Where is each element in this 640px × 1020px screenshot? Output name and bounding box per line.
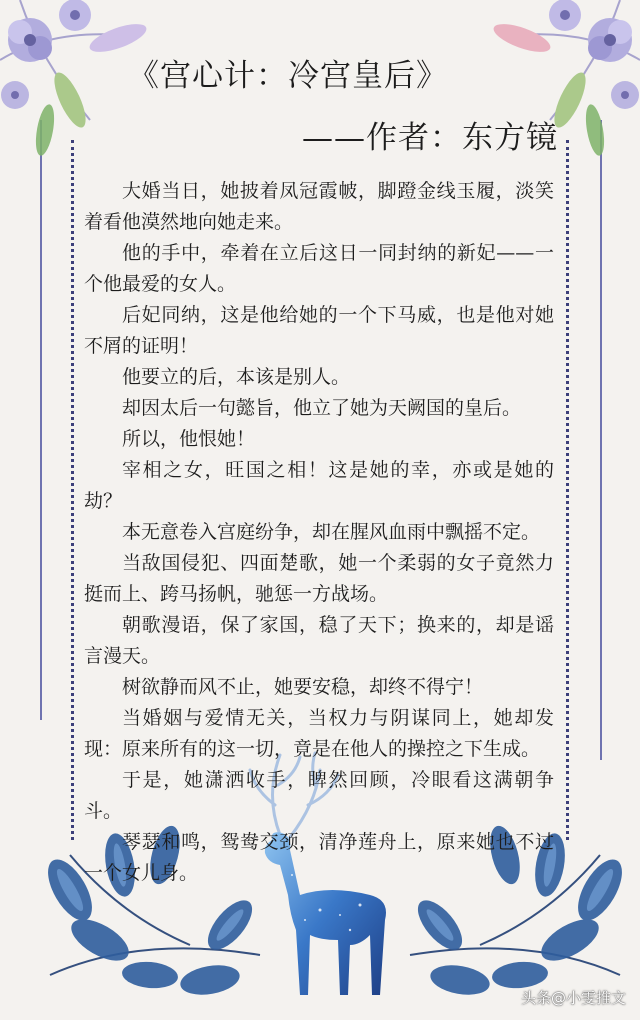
- author-line: ——作者：东方镜: [302, 120, 558, 156]
- paragraph: 所以，他恨她！: [122, 428, 256, 450]
- paragraph: 他要立的后，本该是别人。: [122, 366, 351, 388]
- frame-dotted-left: [71, 140, 74, 840]
- frame-line-left-outer: [40, 120, 42, 720]
- synopsis-body: [84, 176, 554, 889]
- frame-line-right-outer: [600, 120, 602, 760]
- paragraph: 却因太后一句懿旨，他立了她为天阙国的皇后。: [122, 397, 522, 419]
- paragraph: 琴瑟和鸣，鸳鸯交颈，清净莲舟上，原来她也不过一个女儿身。: [84, 831, 554, 884]
- paragraph: 当婚姻与爱情无关，当权力与阴谋同上，她却发现：原来所有的这一切，竟是在他人的操控之下生成。: [84, 707, 554, 760]
- page-title: 《宫心计：冷宫皇后》: [128, 58, 448, 94]
- paragraph: 宰相之女，旺国之相！这是她的幸，亦或是她的劫？: [84, 459, 554, 512]
- paragraph: 于是，她潇洒收手，睥然回顾，冷眼看这满朝争斗。: [84, 769, 554, 822]
- paragraph: 树欲静而风不止，她要安稳，却终不得宁！: [122, 676, 484, 698]
- frame-dotted-right: [566, 140, 569, 840]
- paragraph: 他的手中，牵着在立后这日一同封纳的新妃——一个他最爱的女人。: [84, 242, 554, 295]
- paragraph: 朝歌漫语，保了家国，稳了天下；换来的，却是谣言漫天。: [84, 614, 554, 667]
- watermark: 头条@小雯推文: [520, 989, 626, 1007]
- paragraph: 本无意卷入宫庭纷争，却在腥风血雨中飘摇不定。: [122, 521, 541, 543]
- paragraph: 后妃同纳，这是他给她的一个下马威，也是他对她不屑的证明！: [84, 304, 554, 357]
- paragraph: 大婚当日，她披着凤冠霞帔，脚蹬金线玉履，淡笑着看他漠然地向她走来。: [84, 180, 554, 233]
- paragraph: 当敌国侵犯、四面楚歌，她一个柔弱的女子竟然力挺而上、跨马扬帆，驰惩一方战场。: [84, 552, 554, 605]
